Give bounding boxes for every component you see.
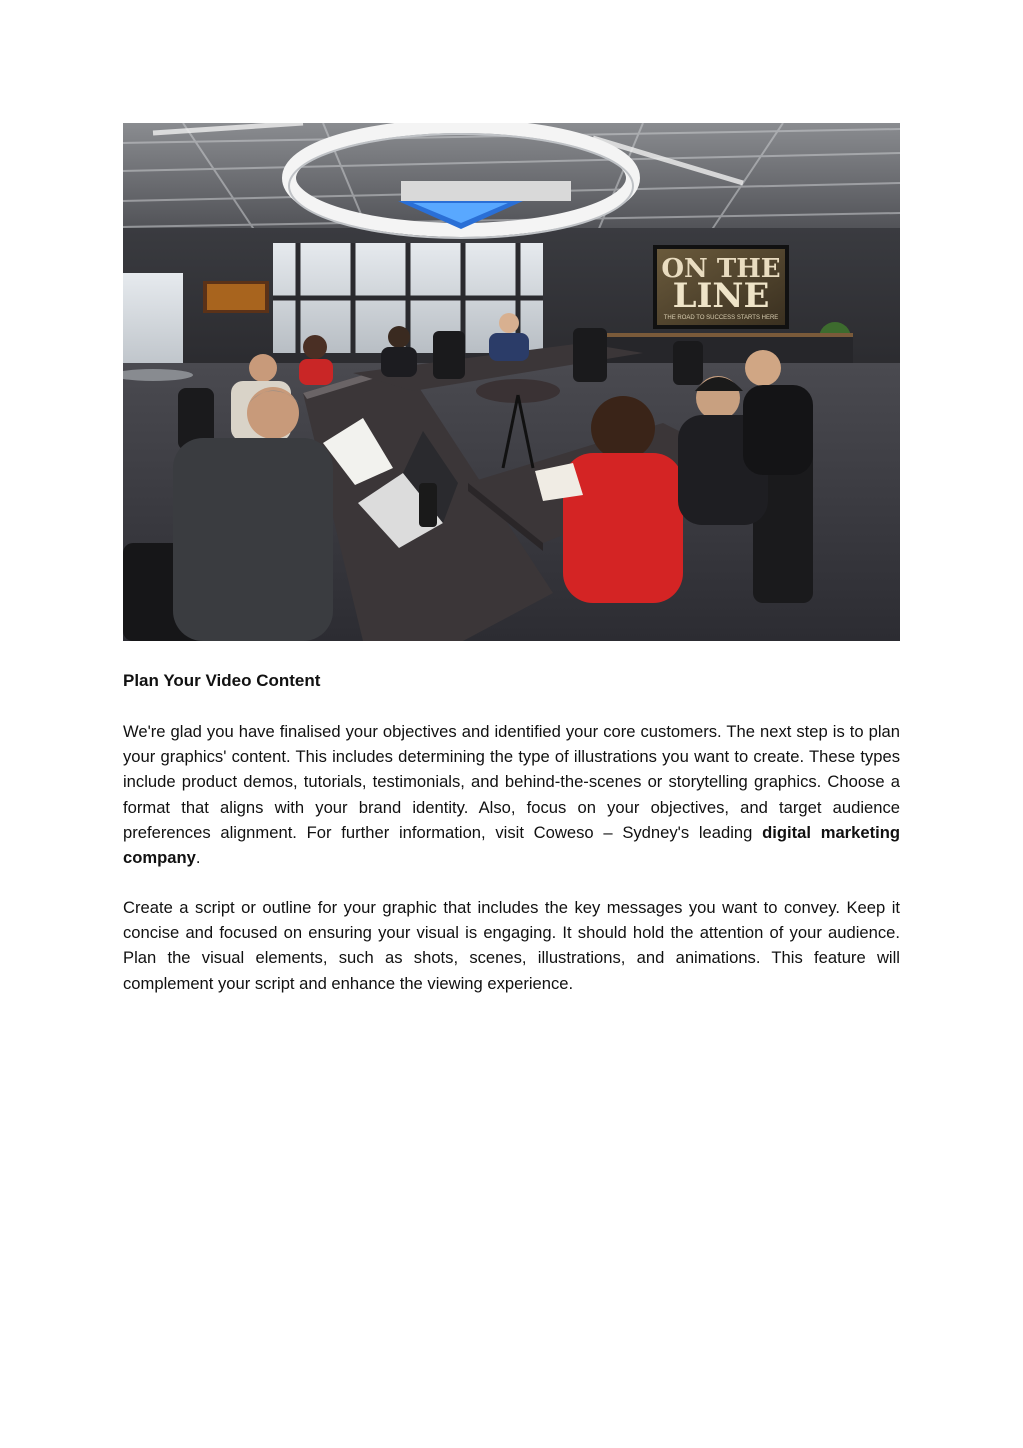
section-heading: Plan Your Video Content: [123, 671, 321, 690]
screen-title-line2: LINE: [672, 276, 770, 316]
paragraph-1-end: .: [195, 848, 201, 868]
paragraph-2: Create a script or outline for your graphic that includes the key messages you want to convey. Keep it concise and focused on ensuring your visual is engaging. It should hold the attention of your audience. Plan the visual elements, such as shots, scenes, illustrations, and animations. This feature will complement your script and enhance the viewing experience.: [123, 898, 900, 993]
digital-marketing-company-link[interactable]: digital marketing company: [123, 822, 901, 868]
paragraph-1-text: We're glad you have finalised your objectives and identified your core customers. The next step is to plan your graphics' content. This includes determining the type of illustrations you want to create. These types include product demos, tutorials, testimonials, and behind-the-scenes or storytelling graphics. Choose a format that aligns with your brand identity. Also, focus on your objectives, and target audience preferences alignment. For further information, visit Coweso – Sydney's leading: [123, 722, 900, 842]
paragraph-1: [123, 719, 900, 870]
screen-caption: THE ROAD TO SUCCESS STARTS HERE: [663, 315, 779, 321]
screen-title-line1: ON THE: [661, 254, 781, 284]
meeting-room-photo: [123, 123, 900, 641]
